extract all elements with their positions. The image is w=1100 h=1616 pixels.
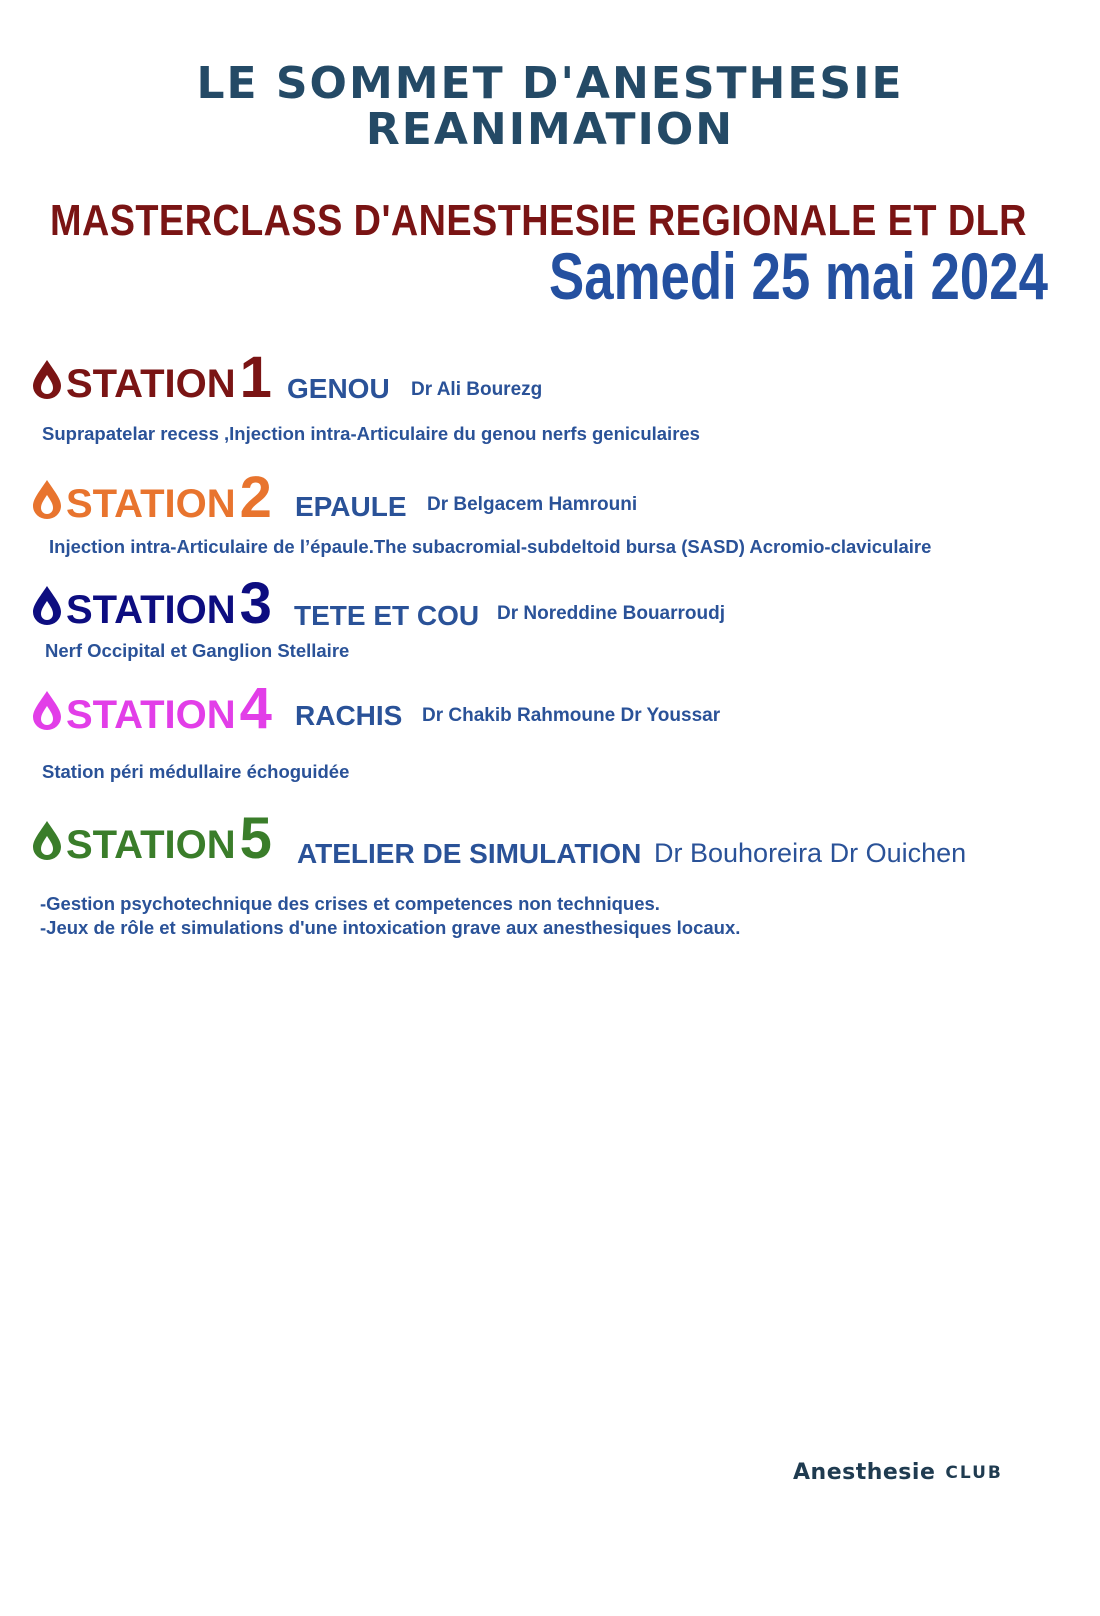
station-4-desc: Station péri médullaire échoguidée	[42, 761, 350, 782]
station-4-tag	[30, 676, 272, 741]
station-1-desc: Suprapatelar recess ,Injection intra-Articulaire du genou nerfs geniculaires	[42, 423, 700, 444]
drop-icon	[30, 358, 64, 400]
station-1-tag	[30, 345, 272, 410]
station-2-number: 2	[239, 465, 272, 530]
station-5-desc-line1: -Gestion psychotechnique des crises et competences non techniques.	[40, 893, 660, 914]
station-5-number: 5	[239, 806, 272, 871]
station-4-number: 4	[239, 676, 272, 741]
station-1-word: STATION	[66, 362, 236, 406]
drop-icon	[30, 689, 64, 731]
logo-word-anesthesie: Anesthesie	[793, 1460, 936, 1485]
station-1-doctors: Dr Ali Bourezg	[411, 379, 543, 400]
station-4-doctors: Dr Chakib Rahmoune Dr Youssar	[422, 705, 721, 726]
station-3-doctors: Dr Noreddine Bouarroudj	[497, 603, 726, 624]
drop-icon	[30, 584, 64, 626]
station-4-word: STATION	[66, 693, 236, 737]
station-3-number: 3	[239, 571, 272, 636]
station-1-number: 1	[239, 345, 272, 410]
event-title-line1: LE SOMMET D'ANESTHESIE	[196, 58, 904, 109]
station-1-topic: GENOU	[287, 373, 390, 404]
station-3-topic: TETE ET COU	[294, 600, 480, 631]
masterclass-title: MASTERCLASS D'ANESTHESIE REGIONALE ET DLR	[50, 196, 1027, 245]
drop-icon	[30, 819, 64, 861]
drop-icon	[30, 478, 64, 520]
anesthesie-club-logo	[793, 1460, 1003, 1485]
station-2-tag	[30, 465, 272, 530]
station-4-topic: RACHIS	[295, 700, 403, 731]
station-3-desc: Nerf Occipital et Ganglion Stellaire	[45, 640, 350, 661]
station-5-desc-line2: -Jeux de rôle et simulations d'une intoxication grave aux anesthesiques locaux.	[40, 917, 741, 938]
event-title-line2: REANIMATION	[365, 104, 735, 155]
station-2-word: STATION	[66, 482, 236, 526]
station-3-tag	[30, 571, 272, 636]
station-2-desc: Injection intra-Articulaire de l’épaule.The subacromial-subdeltoid bursa (SASD) Acromio-claviculaire	[49, 536, 932, 557]
station-2-doctors: Dr Belgacem Hamrouni	[427, 494, 638, 515]
station-3-word: STATION	[66, 588, 236, 632]
station-5-word: STATION	[66, 823, 236, 867]
station-5-doctors: Dr Bouhoreira Dr Ouichen	[654, 838, 967, 868]
station-5-topic: ATELIER DE SIMULATION	[297, 838, 642, 869]
event-date: Samedi 25 mai 2024	[549, 239, 1048, 313]
station-5-tag	[30, 806, 272, 871]
station-2-topic: EPAULE	[295, 491, 407, 522]
logo-word-club: CLUB	[945, 1462, 1003, 1483]
